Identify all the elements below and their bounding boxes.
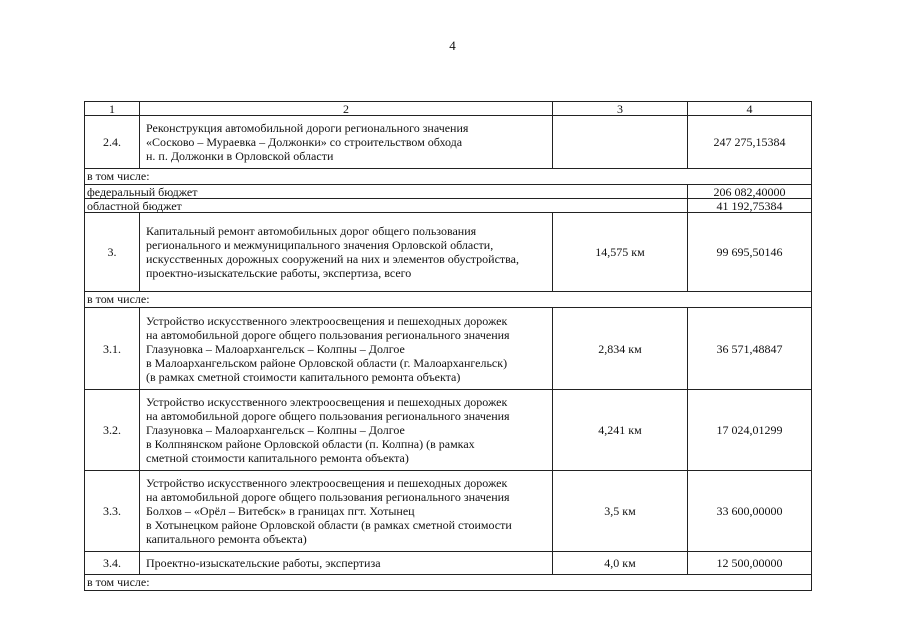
page-number: 4 — [449, 38, 456, 53]
row-description: Устройство искусственного электроосвещения и пешеходных дорожек на автомобильной дороге общего пользования регионального значения Глазуновка – Малоархангельск – Колпны – Долгое в Колпнянском районе Орловской области (п. Колпна) (в рамках сметной стоимости капитального ремонта объекта) — [140, 390, 553, 471]
row-number: 3.2. — [85, 390, 140, 471]
table-row — [85, 471, 812, 552]
header-cell: 4 — [688, 102, 812, 116]
row-distance: 2,834 км — [553, 308, 688, 390]
table-row — [85, 390, 812, 471]
row-distance: 4,0 км — [553, 552, 688, 575]
row-amount: 17 024,01299 — [688, 390, 812, 471]
header-cell: 2 — [140, 102, 553, 116]
row-number: 3. — [85, 213, 140, 292]
header-cell: 1 — [85, 102, 140, 116]
row-number: 3.1. — [85, 308, 140, 390]
row-description: Устройство искусственного электроосвещения и пешеходных дорожек на автомобильной дороге общего пользования регионального значения Глазуновка – Малоархангельск – Колпны – Долгое в Малоархангельском районе Орловской области (г. Малоархангельск) (в рамках сметной стоимости капитального ремонта объекта) — [140, 308, 553, 390]
row-amount: 247 275,15384 — [688, 116, 812, 169]
row-description: Устройство искусственного электроосвещения и пешеходных дорожек на автомобильной дороге общего пользования регионального значения Болхов – «Орёл – Витебск» в границах пгт. Хотынец в Хотынецком районе Орловской области (в рамках сметной стоимости капитального ремонта объекта) — [140, 471, 553, 552]
header-row — [85, 102, 812, 116]
table-row — [85, 308, 812, 390]
header-cell: 3 — [553, 102, 688, 116]
row-number: 2.4. — [85, 116, 140, 169]
table-row — [85, 116, 812, 169]
row-distance: 3,5 км — [553, 471, 688, 552]
including-label: в том числе: — [85, 169, 812, 185]
budget-label: областной бюджет — [85, 199, 688, 213]
including-label: в том числе: — [85, 575, 812, 591]
budget-label: федеральный бюджет — [85, 185, 688, 199]
row-number: 3.4. — [85, 552, 140, 575]
budget-row-federal — [85, 185, 812, 199]
including-row — [85, 169, 812, 185]
row-description: Проектно-изыскательские работы, экспертиза — [140, 552, 553, 575]
table-row — [85, 213, 812, 292]
budget-amount: 206 082,40000 — [688, 185, 812, 199]
row-distance — [553, 116, 688, 169]
including-label: в том числе: — [85, 292, 812, 308]
including-row — [85, 292, 812, 308]
budget-amount: 41 192,75384 — [688, 199, 812, 213]
row-description: Капитальный ремонт автомобильных дорог общего пользования регионального и межмуниципального значения Орловской области, искусственных дорожных сооружений на них и элементов обустройства, проектно-изыскательские работы, экспертиза, всего — [140, 213, 553, 292]
including-row — [85, 575, 812, 591]
row-amount: 12 500,00000 — [688, 552, 812, 575]
budget-table — [84, 101, 812, 591]
budget-row-regional — [85, 199, 812, 213]
row-distance: 4,241 км — [553, 390, 688, 471]
row-distance: 14,575 км — [553, 213, 688, 292]
table-row — [85, 552, 812, 575]
row-amount: 36 571,48847 — [688, 308, 812, 390]
row-number: 3.3. — [85, 471, 140, 552]
row-amount: 33 600,00000 — [688, 471, 812, 552]
row-amount: 99 695,50146 — [688, 213, 812, 292]
row-description: Реконструкция автомобильной дороги регионального значения «Сосково – Мураевка – Должонки» со строительством обхода н. п. Должонки в Орловской области — [140, 116, 553, 169]
